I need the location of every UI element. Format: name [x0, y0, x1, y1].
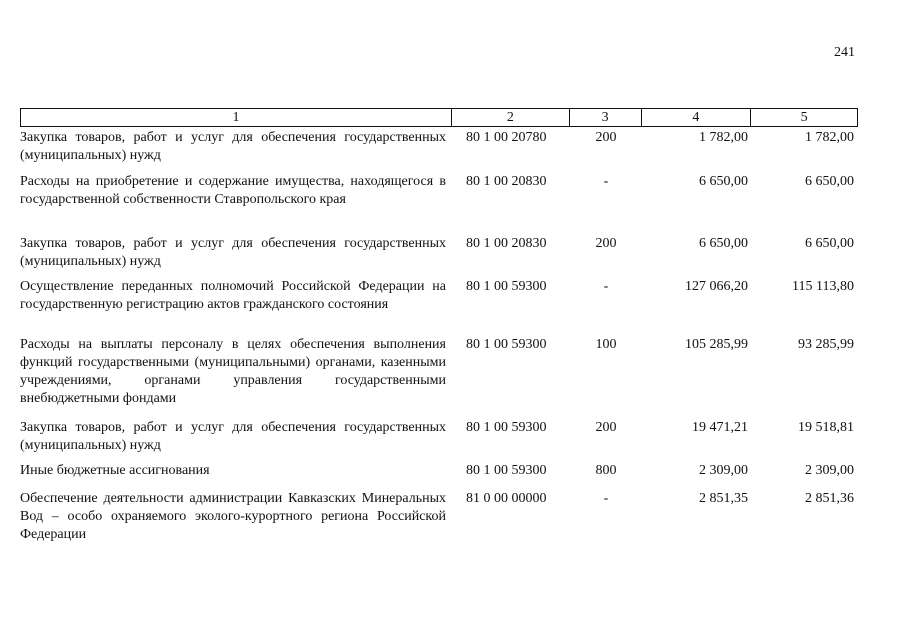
table-row — [20, 336, 858, 408]
table-row — [20, 419, 858, 455]
row-name: Иные бюджетные ассигнования — [20, 463, 210, 478]
row-type: - — [603, 279, 609, 294]
row-type: 200 — [595, 130, 617, 145]
row-value-4: 6 650,00 — [699, 236, 748, 251]
row-code: 80 1 00 59300 — [466, 279, 547, 294]
row-type: 800 — [595, 463, 617, 478]
table-header — [20, 108, 858, 127]
row-type: - — [603, 174, 609, 189]
row-code: 80 1 00 20830 — [466, 174, 547, 189]
row-value-5: 2 851,36 — [805, 491, 854, 506]
row-name: Закупка товаров, работ и услуг для обеспечения государственных (муниципальных) нужд — [20, 130, 446, 163]
row-name: Осуществление переданных полномочий Российской Федерации на государственную регистрацию актов гражданского состояния — [20, 279, 446, 312]
page-number: 241 — [834, 45, 855, 60]
row-name: Расходы на выплаты персоналу в целях обеспечения выполнения функций государственными (муниципальными) органами, казенными учреждениями, органами управления государственными внебюджетными фондами — [20, 337, 446, 406]
header-col-1: 1 — [21, 109, 452, 126]
row-value-5: 19 518,81 — [798, 420, 854, 435]
budget-table — [20, 108, 858, 542]
row-code: 80 1 00 20780 — [466, 130, 547, 145]
row-value-4: 1 782,00 — [699, 130, 748, 145]
header-col-4: 4 — [642, 109, 752, 126]
table-row — [20, 490, 858, 544]
row-code: 80 1 00 20830 — [466, 236, 547, 251]
row-value-4: 2 851,35 — [699, 491, 748, 506]
row-value-4: 19 471,21 — [692, 420, 748, 435]
row-name: Закупка товаров, работ и услуг для обеспечения государственных (муниципальных) нужд — [20, 236, 446, 269]
header-col-5: 5 — [800, 110, 808, 125]
row-type: 200 — [595, 236, 617, 251]
row-code: 81 0 00 00000 — [466, 491, 547, 506]
table-row — [20, 235, 858, 271]
row-value-5: 1 782,00 — [805, 130, 854, 145]
row-value-5: 6 650,00 — [805, 236, 854, 251]
row-code: 80 1 00 59300 — [466, 463, 547, 478]
table-row — [20, 173, 858, 209]
row-value-4: 105 285,99 — [685, 337, 748, 352]
row-value-5: 6 650,00 — [805, 174, 854, 189]
row-value-4: 6 650,00 — [699, 174, 748, 189]
row-value-5: 93 285,99 — [798, 337, 854, 352]
row-value-5: 2 309,00 — [805, 463, 854, 478]
table-row — [20, 129, 858, 165]
row-code: 80 1 00 59300 — [466, 337, 547, 352]
table-row — [20, 462, 858, 480]
row-name: Обеспечение деятельности администрации Кавказских Минеральных Вод – особо охраняемого эколого-курортного региона Российской Федерации — [20, 491, 446, 542]
row-value-4: 2 309,00 — [699, 463, 748, 478]
header-col-2: 2 — [452, 109, 570, 126]
row-name: Расходы на приобретение и содержание имущества, находящегося в государственной собственности Ставропольского края — [20, 174, 446, 207]
row-type: - — [603, 491, 609, 506]
header-col-3: 3 — [570, 109, 642, 126]
row-code: 80 1 00 59300 — [466, 420, 547, 435]
row-type: 100 — [595, 337, 617, 352]
row-name: Закупка товаров, работ и услуг для обеспечения государственных (муниципальных) нужд — [20, 420, 446, 453]
row-value-4: 127 066,20 — [685, 279, 748, 294]
row-value-5: 115 113,80 — [792, 279, 854, 294]
table-row — [20, 278, 858, 314]
row-type: 200 — [595, 420, 617, 435]
